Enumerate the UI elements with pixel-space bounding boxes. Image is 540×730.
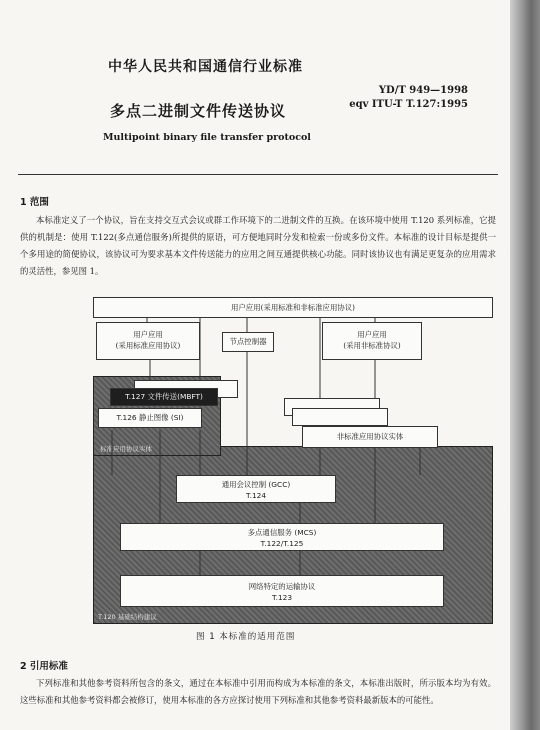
figure-caption: 图 1 本标准的适用范围 (196, 632, 296, 642)
user-app-standard-box (96, 322, 200, 360)
user-app-nonstandard-box (322, 322, 422, 360)
user-application-top-label: 用户应用(采用标准和非标准应用协议) (230, 303, 356, 312)
user-app-nonstandard-line2: (采用非标准协议) (343, 341, 401, 350)
nonstd-entity-box (302, 426, 438, 448)
book-spine-shadow (510, 0, 540, 730)
gcc-line2: T.124 (245, 491, 267, 500)
document-title-zh: 多点二进制文件传送协议 (110, 102, 287, 120)
t126-si-box (98, 408, 202, 428)
standard-code-line1: YD/T 949—1998 (378, 85, 468, 96)
section1-paragraph: 本标准定义了一个协议，旨在支持交互式会议或群工作环境下的二进制文件的互换。在该环境中使用 T.120 系列标准，它提供的机制是：使用 T.122(多点通信服务)所提供的原语，可方便地同时分发和检索一份或多份文件。本标准的设计目标是提供一个多用途的简便协议，该协议可为要求基本文件传送能力的应用之间互通提供核心功能。同时该协议也有满足更复杂的应用需求的灵活性，参见图 1。 (20, 215, 496, 276)
nonstd-entity-label: 非标准应用协议实体 (336, 432, 404, 441)
gcc-box (176, 475, 336, 503)
gcc-line1: 通用会议控制 (GCC) (221, 480, 291, 489)
section2-paragraph: 下列标准和其他参考资料所包含的条文，通过在本标准中引用而构成为本标准的条文，本标准出版时，所示版本均为有效。这些标准和其他参考资料都会被修订，使用本标准的各方应探讨使用下列标准和其他参考资料最新版本的可能性。 (20, 678, 496, 705)
document-title-en: Multipoint binary file transfer protocol (103, 132, 311, 143)
mcs-line2: T.122/T.125 (260, 539, 304, 548)
node-controller-label: 节点控制器 (229, 337, 267, 346)
t127-mbft-label: T.127 文件传送(MBFT) (125, 392, 203, 401)
standard-code-line2: eqv ITU-T T.127:1995 (349, 99, 468, 110)
user-app-standard-line1: 用户应用 (133, 330, 163, 339)
user-app-nonstandard-line1: 用户应用 (357, 330, 387, 339)
t127-mbft-box (110, 388, 218, 406)
mcs-line1: 多点通信服务 (MCS) (247, 528, 317, 537)
standard-category-title: 中华人民共和国通信行业标准 (108, 59, 303, 75)
standard-entity-label: 标准应用协议实体 (100, 445, 152, 453)
t126-si-label: T.126 静止图像 (SI) (116, 413, 184, 422)
user-application-top-box (93, 297, 493, 318)
network-transport-line2: T.123 (271, 593, 293, 602)
mcs-box (120, 523, 444, 551)
user-app-standard-line2: (采用标准应用协议) (115, 341, 181, 350)
network-transport-line1: 网络特定的运输协议 (248, 582, 316, 591)
section1-heading: 1 范围 (20, 197, 49, 208)
section2-heading: 2 引用标准 (20, 661, 68, 672)
t120-infrastructure-label: T.120 基础结构建议 (98, 613, 157, 621)
node-controller-box (222, 332, 274, 352)
nonstd-stack-back-2 (292, 408, 388, 426)
network-transport-box (120, 575, 444, 607)
